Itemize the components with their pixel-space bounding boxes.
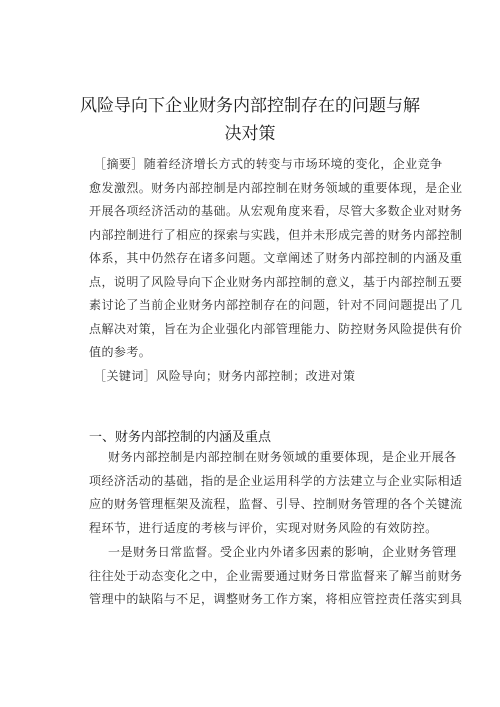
paragraph-line: 往往处于动态变化之中，企业需要通过财务日常监督来了解当前财务 bbox=[89, 568, 463, 583]
keywords-line bbox=[94, 365, 423, 389]
abstract-line: 内部控制进行了相应的探索与实践，但并未形成完善的财务内部控制 bbox=[89, 227, 463, 242]
abstract-line: 愈发激烈。财务内部控制是内部控制在财务领域的重要体现，是企业 bbox=[89, 180, 463, 195]
document-title bbox=[60, 92, 440, 148]
paragraph-line: 项经济活动的基础，指的是企业运用科学的方法建立与企业实际相适 bbox=[89, 473, 463, 488]
section-paragraph bbox=[89, 541, 463, 612]
section-paragraph bbox=[89, 446, 463, 540]
title-line-1: 风险导向下企业财务内部控制存在的问题与解 bbox=[80, 96, 420, 116]
paragraph-line: 管理中的缺陷与不足，调整财务工作方案，将相应管控责任落实到具 bbox=[89, 592, 463, 606]
title-line-2: 决对策 bbox=[224, 124, 276, 144]
abstract-line: 点解决对策，旨在为企业强化内部管理能力、防控财务风险提供有价 bbox=[89, 321, 463, 336]
abstract-line: ［摘要］随着经济增长方式的转变与市场环境的变化，企业竞争 bbox=[94, 157, 443, 171]
abstract-paragraph bbox=[89, 153, 463, 365]
paragraph-line: 应的财务管理框架及流程，监督、引导、控制财务管理的各个关键流 bbox=[89, 497, 463, 511]
abstract-line: 值的参考。 bbox=[89, 345, 152, 359]
abstract-line: 素讨论了当前企业财务内部控制存在的问题，针对不同问题提出了几 bbox=[89, 298, 463, 312]
abstract-line: 开展各项经济活动的基础。从宏观角度来看，尽管大多数企业对财务 bbox=[89, 204, 463, 218]
abstract-line: 体系，其中仍然存在诸多问题。文章阐述了财务内部控制的内涵及重 bbox=[89, 251, 463, 265]
paragraph-line: 一是财务日常监督。受企业内外诸多因素的影响，企业财务管理 bbox=[108, 545, 457, 559]
paragraph-line: 程环节，进行适度的考核与评价，实现对财务风险的有效防控。 bbox=[89, 520, 438, 535]
abstract-line: 点，说明了风险导向下企业财务内部控制的意义，基于内部控制五要 bbox=[89, 274, 463, 289]
section-heading: 一、财务内部控制的内涵及重点 bbox=[89, 430, 272, 445]
keywords-text: ［关键词］风险导向；财务内部控制；改进对策 bbox=[94, 369, 356, 383]
paragraph-line: 财务内部控制是内部控制在财务领域的重要体现，是企业开展各 bbox=[108, 450, 457, 464]
